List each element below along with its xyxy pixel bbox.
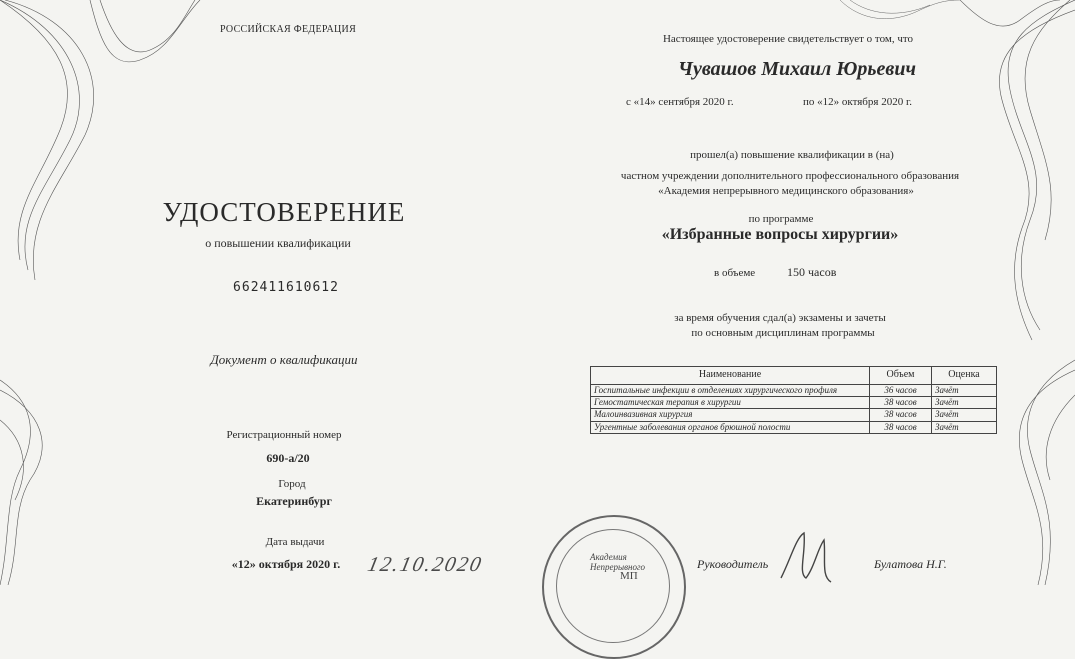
exams-line-1: за время обучения сдал(а) экзамены и зачеты [674, 312, 886, 324]
discipline-name: Ургентные заболевания органов брюшной полости [591, 421, 870, 433]
corner-ornament-right [960, 0, 1075, 585]
table-header-row [591, 367, 997, 385]
table-row [591, 409, 997, 421]
registration-label: Регистрационный номер [226, 429, 342, 441]
discipline-name: Гемостатическая терапия в хирургии [591, 396, 870, 408]
institution-line-1: частном учреждении дополнительного профессионального образования [620, 170, 960, 182]
table-row [591, 396, 997, 408]
discipline-hours: 38 часов [870, 409, 932, 421]
exams-line-2: по основным дисциплинам программы [691, 327, 875, 339]
discipline-grade: Зачёт [932, 396, 997, 408]
study-to-date: по «12» октября 2020 г. [803, 96, 912, 108]
disciplines-table [590, 366, 997, 434]
program-title: «Избранные вопросы хирургии» [661, 226, 899, 243]
serial-number: 662411610612 [233, 280, 339, 295]
discipline-grade: Зачёт [932, 384, 997, 396]
head-label: Руководитель [697, 557, 769, 571]
holder-name: Чувашов Михаил Юрьевич [678, 58, 916, 80]
corner-ornament-top-left [0, 0, 210, 585]
city-label: Город [278, 478, 306, 490]
head-signature [776, 528, 836, 585]
registration-number: 690-а/20 [266, 451, 310, 465]
official-seal-inner [556, 529, 670, 643]
volume-value: 150 часов [787, 265, 837, 279]
table-row [591, 384, 997, 396]
federation-label: РОССИЙСКАЯ ФЕДЕРАЦИЯ [219, 24, 357, 35]
institution-line-2: «Академия непрерывного медицинского образования» [658, 185, 914, 197]
discipline-grade: Зачёт [932, 409, 997, 421]
issue-date: «12» октября 2020 г. [231, 557, 341, 571]
discipline-hours: 38 часов [870, 396, 932, 408]
certificate-subtitle: о повышении квалификации [205, 236, 351, 250]
program-label: по программе [748, 213, 814, 225]
seal-mp: МП [620, 570, 638, 582]
header-hours: Объем [870, 367, 932, 385]
table-row [591, 421, 997, 433]
header-name: Наименование [591, 367, 870, 385]
seal-text: Академия Непрерывного [590, 552, 645, 572]
handwritten-date: 12.10.2020 [365, 552, 486, 576]
issue-date-label: Дата выдачи [265, 536, 325, 548]
city-value: Екатеринбург [256, 494, 332, 508]
passed-text: прошел(а) повышение квалификации в (на) [690, 149, 894, 161]
discipline-hours: 36 часов [870, 384, 932, 396]
intro-text: Настоящее удостоверение свидетельствует о том, что [662, 33, 914, 45]
head-name: Булатова Н.Г. [874, 557, 947, 571]
discipline-hours: 38 часов [870, 421, 932, 433]
volume-label: в объеме [714, 267, 756, 279]
discipline-name: Госпитальные инфекции в отделениях хирургического профиля [591, 384, 870, 396]
certificate-title: УДОСТОВЕРЕНИЕ [162, 197, 406, 227]
header-grade: Оценка [932, 367, 997, 385]
document-type: Документ о квалификации [210, 352, 358, 367]
discipline-grade: Зачёт [932, 421, 997, 433]
study-from-date: с «14» сентября 2020 г. [626, 96, 734, 108]
discipline-name: Малоинвазивная хирургия [591, 409, 870, 421]
